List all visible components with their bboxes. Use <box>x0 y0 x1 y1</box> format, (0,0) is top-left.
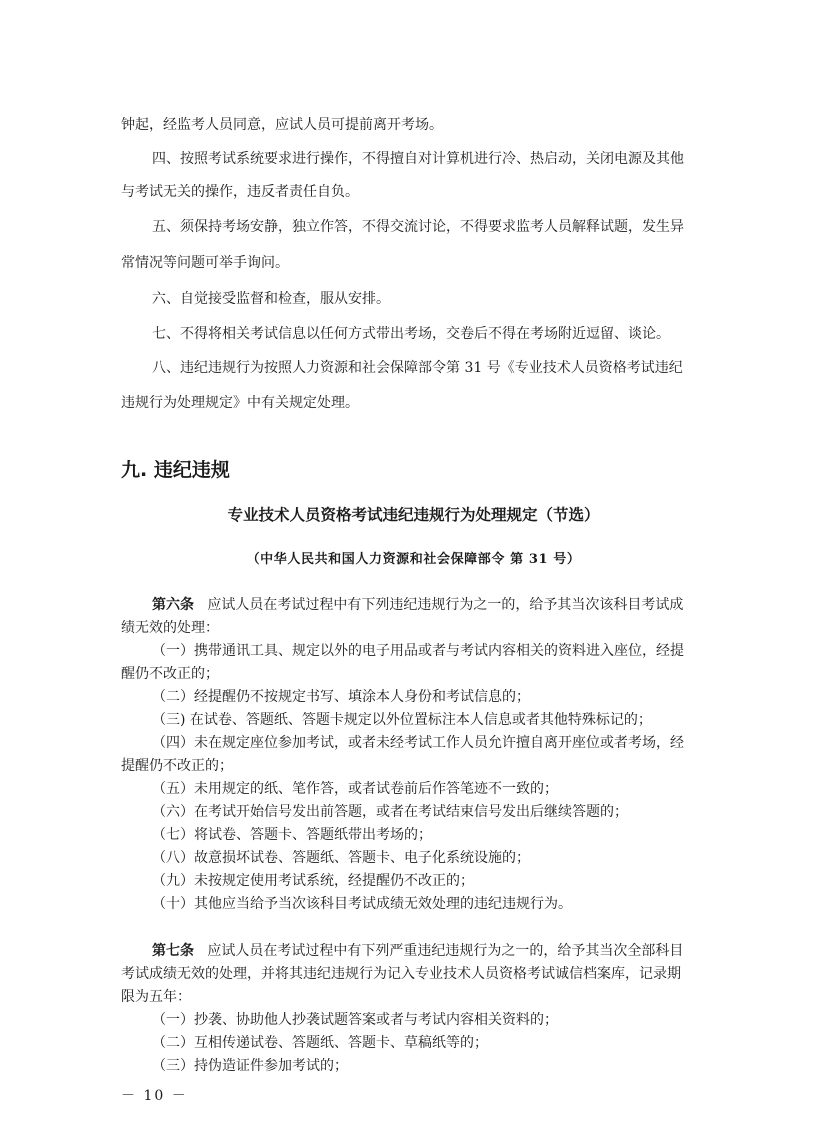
page-number: － 10 － <box>121 1088 188 1104</box>
article-6-item-7: （七）将试卷、答题卡、答题纸带出考场的； <box>152 827 432 843</box>
article-6-item-4-cont: 提醒仍不改正的； <box>121 758 233 774</box>
rule-5-cont: 常情况等问题可举手询问。 <box>121 255 289 271</box>
article-6-item-4: （四）未在规定座位参加考试，或者未经考试工作人员允许擅自离开座位或者考场，经 <box>152 735 684 751</box>
article-6-text: 应试人员在考试过程中有下列违纪违规行为之一的，给予其当次该科目考试成 <box>207 597 684 613</box>
article-6-item-2: （二）经提醒仍不按规定书写、填涂本人身份和考试信息的； <box>152 689 530 705</box>
rule-5: 五、须保持考场安静，独立作答，不得交流讨论，不得要求监考人员解释试题，发生异 <box>152 219 684 235</box>
article-7-text: 应试人员在考试过程中有下列严重违纪违规行为之一的，给予其当次全部科目 <box>207 943 684 959</box>
article-7-item-2: （二）互相传递试卷、答题纸、答题卡、草稿纸等的； <box>152 1035 488 1051</box>
article-6-item-1-cont: 醒仍不改正的； <box>121 666 219 682</box>
article-7-item-3: （三）持伪造证件参加考试的； <box>152 1058 348 1074</box>
intro-line: 钟起，经监考人员同意，应试人员可提前离开考场。 <box>121 117 443 133</box>
rule-8: 八、违纪违规行为按照人力资源和社会保障部令第 31 号《专业技术人员资格考试违纪 <box>152 360 683 376</box>
article-7-intro-cont: 考试成绩无效的处理，并将其违纪违规行为记入专业技术人员资格考试诚信档案库，记录期 <box>121 966 681 982</box>
rule-4-cont: 与考试无关的操作，违反者责任自负。 <box>121 184 359 200</box>
rule-7: 七、不得将相关考试信息以任何方式带出考场，交卷后不得在考场附近逗留、谈论。 <box>152 326 670 342</box>
document-subtitle: （中华人民共和国人力资源和社会保障部令 第 31 号） <box>246 552 581 567</box>
article-7-intro-cont-2: 限为五年： <box>121 989 191 1005</box>
section-heading: 九. 违纪违规 <box>121 459 230 481</box>
article-6-item-8: （八）故意损坏试卷、答题纸、答题卡、电子化系统设施的； <box>152 850 530 866</box>
article-6-item-10: （十）其他应当给予当次该科目考试成绩无效处理的违纪违规行为。 <box>152 896 572 912</box>
article-6-item-5: （五）未用规定的纸、笔作答，或者试卷前后作答笔迹不一致的； <box>152 781 558 797</box>
article-6-item-6: （六）在考试开始信号发出前答题，或者在考试结束信号发出后继续答题的； <box>152 804 628 820</box>
article-7-intro <box>152 940 706 960</box>
article-6-intro-cont: 绩无效的处理： <box>121 620 219 636</box>
article-6-item-3: （三) 在试卷、答题纸、答题卡规定以外位置标注本人信息或者其他特殊标记的； <box>152 712 652 728</box>
article-6-label: 第六条 <box>152 597 194 613</box>
document-title: 专业技术人员资格考试违纪违规行为处理规定（节选） <box>227 505 600 524</box>
rule-6: 六、自觉接受监督和检查，服从安排。 <box>152 291 390 307</box>
article-6-intro <box>152 594 706 614</box>
article-7-label: 第七条 <box>152 943 194 959</box>
article-7-item-1: （一）抄袭、协助他人抄袭试题答案或者与考试内容相关资料的； <box>152 1012 558 1028</box>
rule-4: 四、按照考试系统要求进行操作，不得擅自对计算机进行冷、热启动，关闭电源及其他 <box>152 151 684 167</box>
rule-8-cont: 违规行为处理规定》中有关规定处理。 <box>121 395 359 411</box>
article-6-item-1: （一）携带通讯工具、规定以外的电子用品或者与考试内容相关的资料进入座位，经提 <box>152 643 684 659</box>
article-6-item-9: （九）未按规定使用考试系统，经提醒仍不改正的； <box>152 873 474 889</box>
